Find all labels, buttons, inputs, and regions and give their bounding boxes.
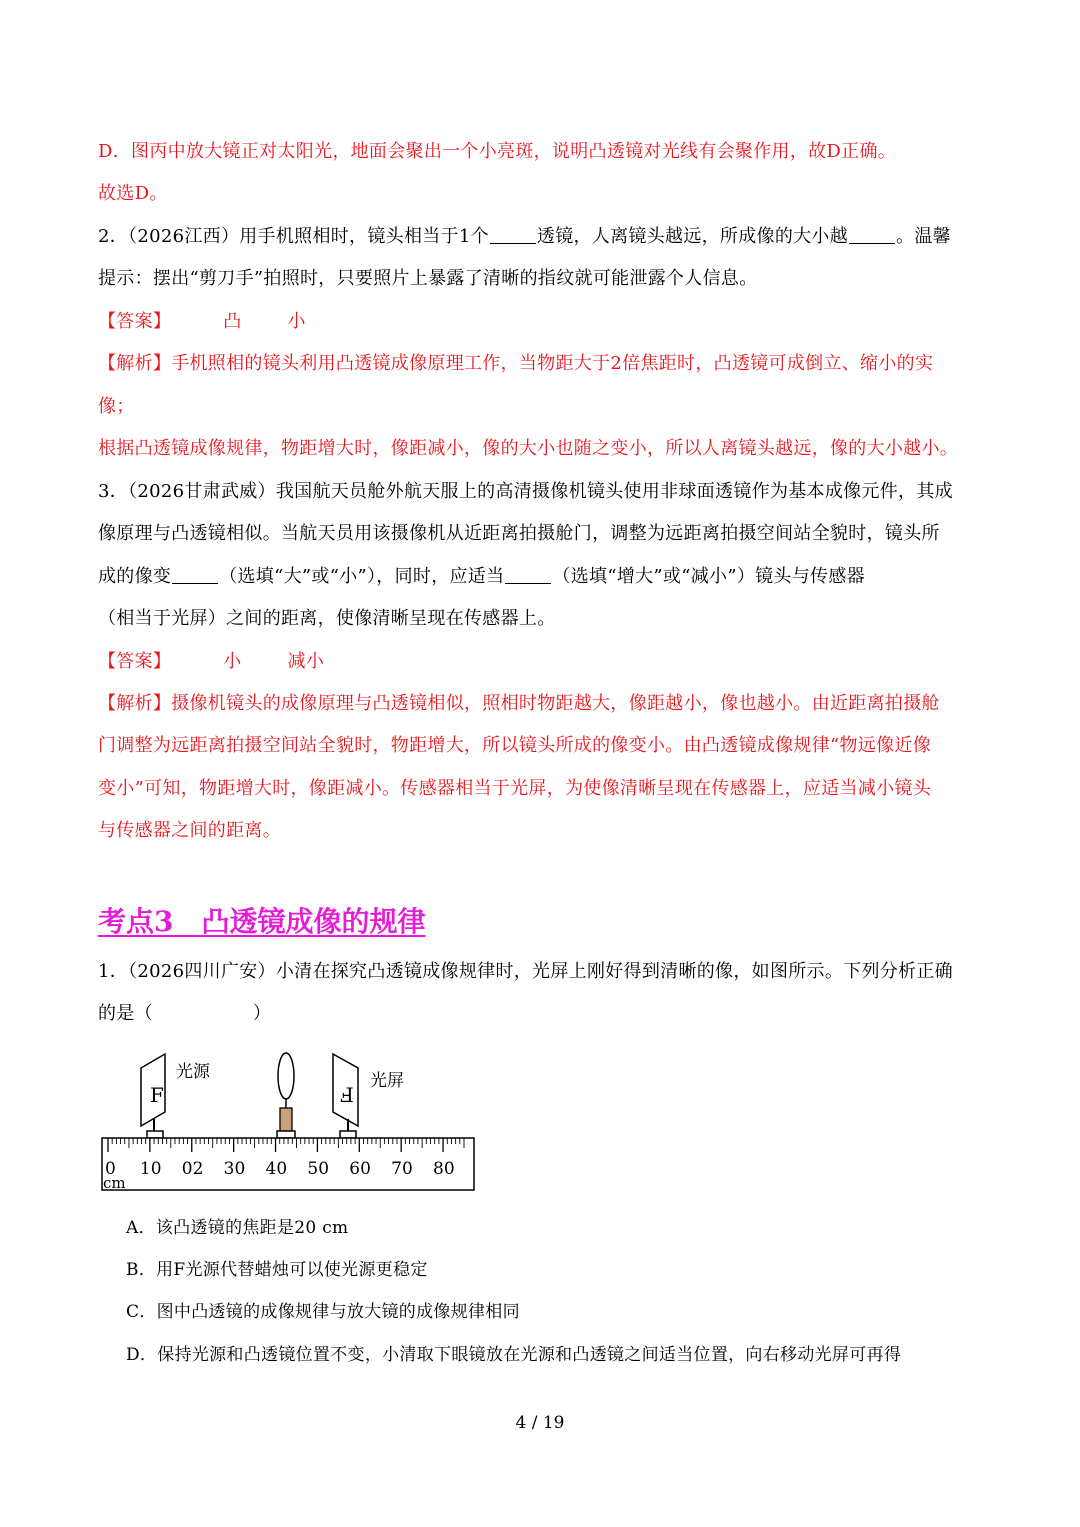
q3-stem-line-3 [98, 564, 982, 590]
screen-label: 光屏 [370, 1071, 404, 1091]
q2-stem-part-c: 。温馨 [896, 226, 951, 247]
s3q1-stem-line-1: 1．（2026四川广安）小清在探究凸透镜成像规律时，光屏上刚好得到清晰的像，如图所示。下列分析正确 [98, 961, 953, 982]
lens-holder [280, 1108, 292, 1132]
ruler-tick-label: 40 [265, 1159, 288, 1179]
q2-analysis-line-2: 像； [98, 396, 135, 417]
q3-analysis-line-1: 【解析】摄像机镜头的成像原理与凸透镜相似，照相时物距越大，像距越小，像也越小。由近距离拍摄舱 [98, 693, 940, 714]
ruler-tick-label: 0 [105, 1159, 116, 1179]
ruler-tick-label: 02 [181, 1159, 204, 1179]
q3-answer [98, 649, 982, 675]
s3q1-option-d: D．保持光源和凸透镜位置不变，小清取下眼镜放在光源和凸透镜之间适当位置，向右移动光屏可再得 [126, 1345, 902, 1365]
q2-analysis-line-1: 【解析】手机照相的镜头利用凸透镜成像原理工作，当物距大于2倍焦距时，凸透镜可成倒立、缩小的实 [98, 353, 934, 374]
q2-blank-2 [849, 225, 895, 244]
q2-stem-part-a: 2．（2026江西）用手机照相时，镜头相当于1个 [98, 226, 489, 247]
section-heading: 考点3 凸透镜成像的规律 [98, 905, 426, 938]
ruler-tick-label: 60 [349, 1159, 371, 1179]
q3-analysis-line-2: 门调整为远距离拍摄空间站全貌时，物距增大，所以镜头所成的像变小。由凸透镜成像规律“物远像近像 [98, 735, 931, 756]
screen-base [340, 1131, 356, 1138]
ruler-tick-label: 30 [223, 1159, 246, 1179]
q3-analysis-line-3: 变小”可知，物距增大时，像距减小。传感器相当于光屏，为使像清晰呈现在传感器上，应适当减小镜头 [98, 778, 931, 799]
s3q1-option-c: C．图中凸透镜的成像规律与放大镜的成像规律相同 [126, 1302, 520, 1322]
q2-answer [98, 309, 982, 335]
screen-image-letter: Ⅎ [340, 1083, 354, 1107]
s3q1-stem-close: ） [252, 1003, 272, 1024]
light-source-base [147, 1131, 163, 1138]
q2-analysis-line-3: 根据凸透镜成像规律，物距增大时，像距减小，像的大小也随之变小，所以人离镜头越远，像的大小越小。 [98, 438, 959, 459]
q3-answer-2: 减小 [287, 651, 325, 672]
lens-base [277, 1131, 295, 1138]
s3q1-option-a: A．该凸透镜的焦距是20 cm [126, 1218, 349, 1238]
q3-stem-line-2: 像原理与凸透镜相似。当航天员用该摄像机从近距离拍摄舱门，调整为远距离拍摄空间站全貌时，镜头所 [98, 523, 940, 544]
s3q1-stem-line-2 [98, 1001, 982, 1027]
q2-answer-1: 凸 [223, 311, 242, 332]
q3-blank-2 [505, 565, 551, 584]
s3q1-stem-open: 的是（ [98, 1003, 153, 1024]
optical-bench-figure [98, 1046, 478, 1194]
q2-stem-part-b: 透镜，人离镜头越远，所成像的大小越 [536, 226, 849, 247]
q3-answer-1: 小 [223, 651, 242, 672]
convex-lens [278, 1053, 294, 1099]
q3-answer-label: 【答案】 [98, 651, 172, 672]
q2-answer-2: 小 [287, 311, 306, 332]
ruler-labels [105, 1159, 455, 1179]
q3-analysis-line-4: 与传感器之间的距离。 [98, 820, 281, 841]
ruler-tick-label: 50 [307, 1159, 330, 1179]
prev-conclusion: 故选D。 [98, 183, 168, 204]
q3-stem-part-c: （选填“增大”或“减小”）镜头与传感器 [552, 566, 865, 587]
q2-answer-label: 【答案】 [98, 311, 172, 332]
q3-stem-line-1: 3．（2026甘肃武威）我国航天员舱外航天服上的高清摄像机镜头使用非球面透镜作为基本成像元件，其成 [98, 481, 953, 502]
q2-stem-line-2: 提示：摆出“剪刀手”拍照时，只要照片上暴露了清晰的指纹就可能泄露个人信息。 [98, 268, 758, 289]
light-source-letter: F [150, 1083, 164, 1107]
q3-stem-part-b: （选填“大”或“小”），同时，应适当 [219, 566, 505, 587]
ruler-tick-label: 10 [139, 1159, 162, 1179]
prev-option-d-explanation: D．图丙中放大镜正对太阳光，地面会聚出一个小亮斑，说明凸透镜对光线有会聚作用，故D正确。 [98, 141, 897, 162]
q3-blank-1 [172, 565, 218, 584]
s3q1-option-b: B．用F光源代替蜡烛可以使光源更稳定 [126, 1260, 428, 1280]
light-source-label: 光源 [176, 1062, 210, 1082]
ruler-unit: cm [103, 1174, 126, 1192]
q3-stem-line-4: （相当于光屏）之间的距离，使像清晰呈现在传感器上。 [98, 608, 556, 629]
ruler-tick-label: 70 [391, 1159, 413, 1179]
ruler-tick-label: 80 [433, 1159, 455, 1179]
q3-stem-part-a: 成的像变 [98, 566, 172, 587]
q2-stem-line-1 [98, 224, 982, 250]
q2-blank-1 [490, 225, 536, 244]
page-number: 4 / 19 [515, 1413, 565, 1433]
